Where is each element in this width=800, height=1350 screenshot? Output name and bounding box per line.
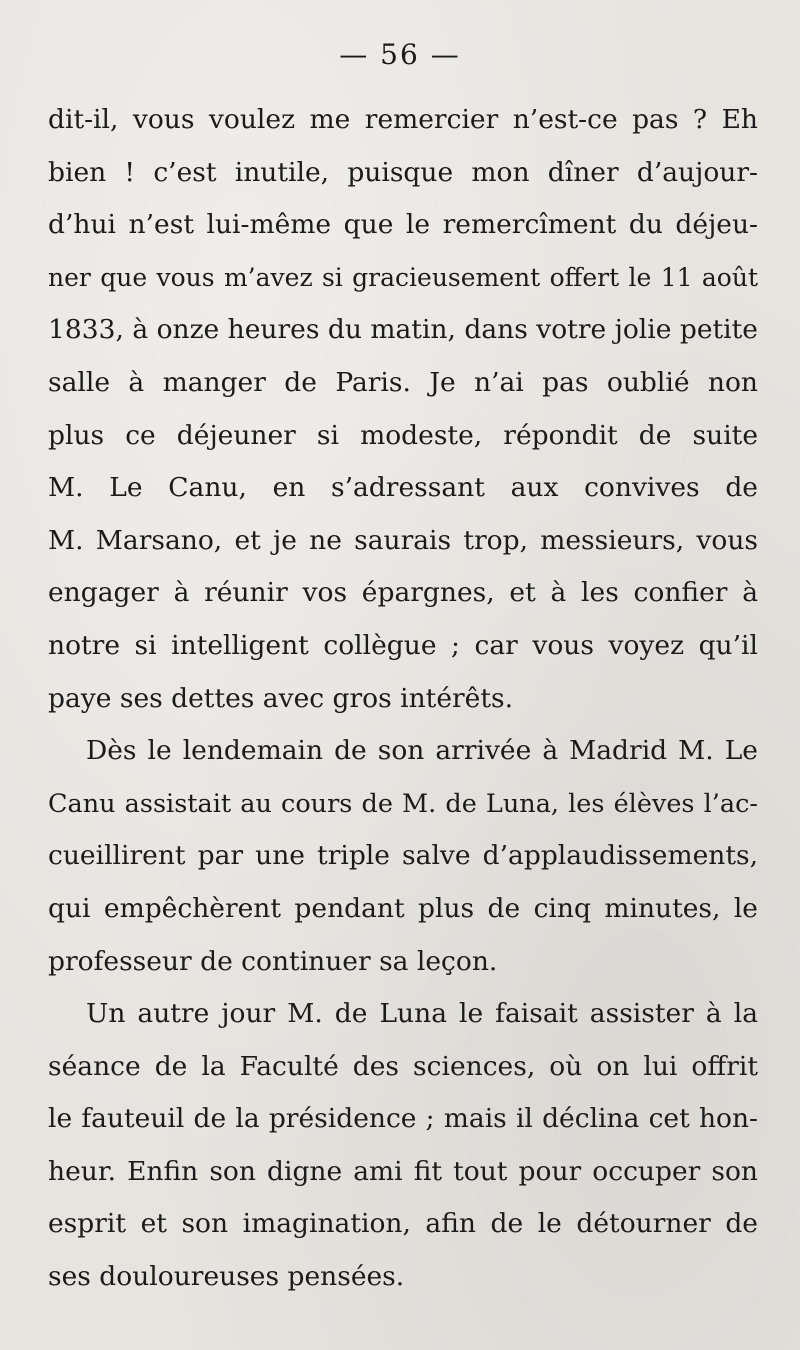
paragraph xyxy=(48,94,758,725)
text-line: cueillirent par une triple salve d’applaudissements, xyxy=(48,840,758,872)
text-line: engager à réunir vos épargnes, et à les confier à xyxy=(48,577,758,609)
text-line: M. Le Canu, en s’adressant aux convives de xyxy=(48,472,758,504)
text-line: salle à manger de Paris. Je n’ai pas oublié non xyxy=(48,366,758,398)
text-line: Canu assistait au cours de M. de Luna, les élèves l’ac- xyxy=(48,788,758,819)
page-number: — 56 — xyxy=(339,38,461,71)
text-line: ner que vous m’avez si gracieusement offert le 11 août xyxy=(48,262,758,292)
text-line: esprit et son imagination, afin de le détourner de xyxy=(48,1208,758,1240)
text-line: 1833, à onze heures du matin, dans votre jolie petite xyxy=(48,314,758,346)
text-line: plus ce déjeuner si modeste, répondit de suite xyxy=(48,419,758,451)
text-line: notre si intelligent collègue ; car vous voyez qu’il xyxy=(48,629,758,661)
text-line: heur. Enfin son digne ami fit tout pour occuper son xyxy=(48,1155,758,1187)
paragraph xyxy=(48,988,758,1304)
text-line: paye ses dettes avec gros intérêts. xyxy=(48,682,514,714)
text-line: Un autre jour M. de Luna le faisait assister à la xyxy=(86,998,758,1030)
text-line: dit-il, vous voulez me remercier n’est-ce pas ? Eh xyxy=(48,104,758,135)
text-line: qui empêchèrent pendant plus de cinq minutes, le xyxy=(48,892,758,924)
text-line: bien ! c’est inutile, puisque mon dîner d’aujour- xyxy=(48,156,758,188)
paragraph xyxy=(48,725,758,988)
text-line: professeur de continuer sa leçon. xyxy=(48,945,498,977)
text-line: Dès le lendemain de son arrivée à Madrid M. Le xyxy=(86,735,758,767)
text-line: le fauteuil de la présidence ; mais il déclina cet hon- xyxy=(48,1103,758,1135)
text-line: M. Marsano, et je ne saurais trop, messieurs, vous xyxy=(48,524,758,556)
text-line: d’hui n’est lui-même que le remercîment du déjeu- xyxy=(48,209,758,241)
text-line: séance de la Faculté des sciences, où on lui offrit xyxy=(48,1050,758,1082)
text-line: ses douloureuses pensées. xyxy=(48,1261,405,1293)
body-text xyxy=(48,94,758,1304)
